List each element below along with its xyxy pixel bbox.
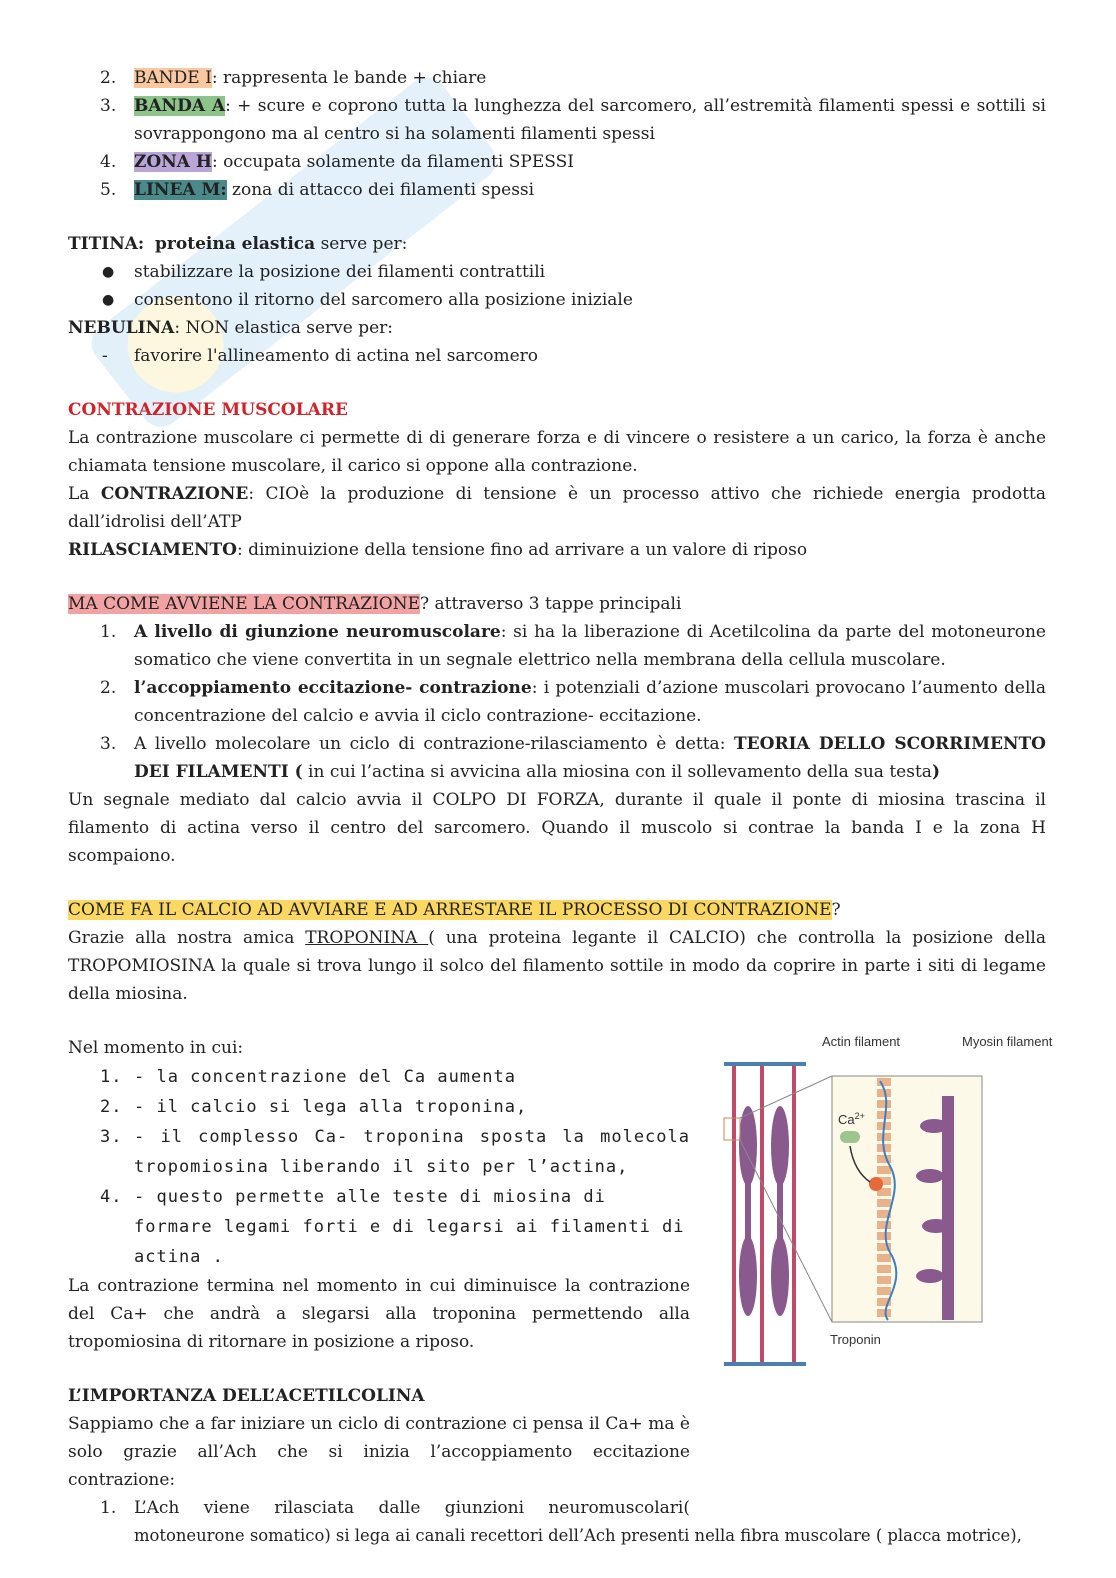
- nebulina-paragraph: NEBULINA: NON elastica serve per:: [68, 318, 394, 338]
- paragraph: La contrazione muscolare ci permette di di generare forza e di vincere o resistere a un carico, la forza è anche chiamata tensione muscolare, il carico si oppone alla contrazione.: [68, 428, 1046, 476]
- z-line-bottom: [724, 1362, 806, 1366]
- list-item: 3. - il complesso Ca- troponina sposta la molecola tropomiosina liberando il sito per l’actina,: [100, 1127, 690, 1177]
- list-item: - favorire l'allineamento di actina nel sarcomero: [102, 346, 538, 366]
- list-item: 2. BANDE I: rappresenta le bande + chiare: [100, 68, 487, 88]
- troponin-dot: [869, 1177, 883, 1191]
- list-item: 5. LINEA M: zona di attacco dei filamenti spessi: [100, 180, 535, 200]
- question-heading: COME FA IL CALCIO AD AVVIARE E AD ARRESTARE IL PROCESSO DI CONTRAZIONE?: [68, 900, 841, 920]
- list-item: 2. - il calcio si lega alla troponina,: [100, 1097, 528, 1117]
- list-item: ● consentono il ritorno del sarcomero alla posizione iniziale: [102, 290, 633, 310]
- band-term: ZONA H: [134, 152, 212, 172]
- section-title: L’IMPORTANZA DELL’ACETILCOLINA: [68, 1386, 425, 1406]
- calcium-ion: [840, 1131, 860, 1143]
- troponin-label: Troponin: [830, 1332, 881, 1347]
- list-item: 1. L’Ach viene rilasciata dalle giunzioni neuromuscolari(: [100, 1498, 690, 1518]
- myosin-label: Myosin filament: [962, 1034, 1053, 1049]
- paragraph: Grazie alla nostra amica TROPONINA ( una proteina legante il CALCIO) che controlla la posizione della TROPOMIOSINA la quale si trova lungo il solco del filamento sottile in modo da coprire in parte i siti di legame della miosina.: [68, 928, 1046, 1004]
- paragraph: La contrazione termina nel momento in cui diminuisce la contrazione del Ca+ che andrà a slegarsi alla troponina permettendo alla tropomiosina di ritornare in posizione a riposo.: [68, 1276, 690, 1352]
- list-item: ● stabilizzare la posizione dei filamenti contrattili: [102, 262, 546, 282]
- thin-filaments: [734, 1066, 794, 1362]
- list-item: 3. A livello molecolare un ciclo di contrazione-rilasciamento è detta: TEORIA DELLO SCORRIMENTO DEI FILAMENTI ( in cui l’actina si avvicina alla miosina con il sollevamento della sua testa): [100, 734, 1046, 782]
- titina-paragraph: TITINA: proteina elastica serve per:: [68, 234, 408, 254]
- list-item: 2. l’accoppiamento eccitazione- contrazione: i potenziali d’azione muscolari provocano l’aumento della concentrazione del calcio e avvia il ciclo contrazione- eccitazione.: [100, 678, 1047, 726]
- actin-label: Actin filament: [822, 1034, 901, 1049]
- band-term: BANDE I: [134, 68, 212, 88]
- question-heading: MA COME AVVIENE LA CONTRAZIONE? attraverso 3 tappe principali: [68, 594, 682, 614]
- section-title: CONTRAZIONE MUSCOLARE: [68, 400, 348, 420]
- list-item-continuation: motoneurone somatico) si lega ai canali recettori dell’Ach presenti nella fibra muscolare ( placca motrice),: [134, 1526, 1022, 1545]
- band-term: LINEA M:: [134, 180, 227, 200]
- list-item: 1. - la concentrazione del Ca aumenta: [100, 1067, 516, 1087]
- paragraph: Un segnale mediato dal calcio avvia il COLPO DI FORZA, durante il quale il ponte di miosina trascina il filamento di actina verso il centro del sarcomero. Quando il muscolo si contrae la banda I e la zona H scompaiono.: [68, 790, 1046, 866]
- z-line-top: [724, 1062, 806, 1066]
- paragraph: Sappiamo che a far iniziare un ciclo di contrazione ci pensa il Ca+ ma è solo grazie all’Ach che si inizia l’accoppiamento eccitazione contrazione:: [68, 1414, 690, 1490]
- list-item: 4. ZONA H: occupata solamente da filamenti SPESSI: [100, 152, 574, 172]
- list-item: 4. - questo permette alle teste di miosina di formare legami forti e di legarsi ai filamenti di actina .: [100, 1187, 685, 1267]
- list-item: 3. BANDA A: + scure e coprono tutta la lunghezza del sarcomero, all’estremità filamenti spessi e sottili si sovrappongono ma al centro si ha solamenti filamenti spessi: [100, 96, 1046, 144]
- band-list: [68, 64, 1046, 204]
- list-item: 1. A livello di giunzione neuromuscolare: si ha la liberazione di Acetilcolina da parte del motoneurone somatico che viene convertita in un segnale elettrico nella membrana della cellula muscolare.: [100, 622, 1046, 670]
- paragraph: Nel momento in cui:: [68, 1038, 244, 1058]
- calcium-label: $Ca^{2+}$: [838, 1111, 865, 1127]
- band-term: BANDA A: [134, 96, 226, 116]
- paragraph: La CONTRAZIONE: CIOè la produzione di tensione è un processo attivo che richiede energia prodotta dall’idrolisi dell’ATP: [68, 484, 1046, 532]
- troponin-diagram: [712, 1026, 1053, 1378]
- paragraph: RILASCIAMENTO: diminuizione della tensione fino ad arrivare a un valore di riposo: [68, 540, 808, 560]
